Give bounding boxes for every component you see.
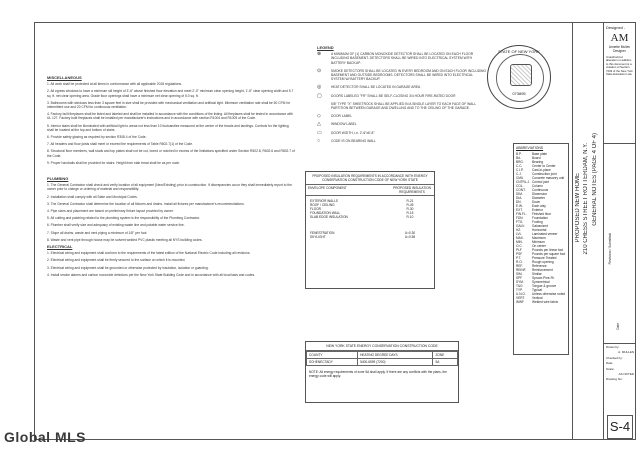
legend-text: CODE IS ON BEARING WALL bbox=[331, 138, 376, 143]
abbreviation-code: MAX. bbox=[516, 236, 524, 240]
abbreviation-meaning: Footing bbox=[532, 220, 543, 224]
legend-text: DOOR WIDTH, i.e. 2'-6"x6'-8" bbox=[331, 130, 375, 135]
insulation-value: R-10 bbox=[406, 215, 414, 219]
abbreviation-code: DN. bbox=[516, 200, 522, 204]
abbreviation-meaning: Base plate bbox=[532, 152, 548, 156]
abbreviation-meaning: Diameter bbox=[532, 196, 545, 200]
abbreviation-code: FTG. bbox=[516, 220, 524, 224]
insulation-title: PROPOSED INSULATION REQUIREMENTS IN ACCORDANCE WITH ENERGY CONSERVATION CONSTRUCTION CODE OF NEW YORK STATE bbox=[306, 172, 434, 185]
energy-hdd: 5400-6599 (7200) bbox=[358, 359, 433, 366]
misc-note: 2. All egress windows to have a minimum sill height of 3'-6" above finished floor elevation and meet 2'-0" minimum clear opening height, 1'-8" clear opening width and 5.7 sq. ft. net clear opening area. Grade floor openings shall have a minimum net clear opening of 5.0 sq. ft. bbox=[47, 89, 294, 98]
abbreviation-code: VERT. bbox=[516, 296, 525, 300]
abbreviation-code: SPF bbox=[516, 276, 523, 280]
insulation-value: U=0.30 bbox=[404, 231, 416, 235]
abbreviation-code: CONT. bbox=[516, 188, 526, 192]
legend-title: LEGEND bbox=[317, 45, 334, 50]
misc-notes bbox=[47, 82, 295, 165]
energy-h-county: COUNTY bbox=[307, 352, 358, 359]
abbreviation-meaning: On center bbox=[532, 244, 546, 248]
abbreviation-code: REINF. bbox=[516, 268, 527, 272]
legend-item bbox=[317, 102, 487, 110]
abbreviation-meaning: Control joint bbox=[532, 180, 550, 184]
abbreviation-code: WWF bbox=[516, 300, 524, 304]
abbreviation-code: EXT. bbox=[516, 208, 523, 212]
plumbing-note: 7. Slope all drains, waste and vent piping a minimum of 1/8" per foot. bbox=[47, 230, 148, 235]
abbreviation-code: PSF bbox=[516, 252, 523, 256]
insulation-col2: PROPOSED INSULATION REQUIREMENTS bbox=[393, 186, 431, 194]
misc-title: MISCELLANEOUS bbox=[47, 75, 82, 80]
insulation-col1: ENVELOPE COMPONENT bbox=[308, 186, 347, 190]
insulation-rows bbox=[306, 196, 434, 242]
tb-drawn-value: A. MULLEN bbox=[618, 350, 634, 355]
abbreviation-meaning: Laminated veneer bbox=[532, 232, 558, 236]
legend-symbol-icon: △ bbox=[317, 121, 321, 128]
project-sheet-title: GENERAL NOTES (PAGE 4 OF 4) bbox=[592, 133, 598, 226]
energy-zone: 5A bbox=[433, 359, 458, 366]
abbreviation-code: Bd. bbox=[516, 156, 521, 160]
abbreviation-meaning: Bearing bbox=[532, 160, 543, 164]
abbreviation-code: U.N.O. bbox=[516, 292, 526, 296]
insulation-component: FOUNDATION WALL bbox=[310, 211, 341, 215]
abbreviation-meaning: Exterior bbox=[532, 208, 543, 212]
misc-note: 8. Structural floor members, wall studs and top plates shall not be cut, bored or notched in excess of the limitations specified under Section R502.8, R602.6 and R802.7 of the Code. bbox=[47, 149, 295, 158]
abbreviation-code: T&G bbox=[516, 284, 523, 288]
tb-checked-label: Checked by: bbox=[606, 355, 623, 360]
legend-symbol-icon: ◎ bbox=[317, 84, 322, 91]
abbreviation-meaning: Similar bbox=[532, 272, 542, 276]
plumbing-notes bbox=[47, 183, 295, 242]
misc-note: 1. All work shall be protected at all times in conformance with all applicable 2018 regulations. bbox=[47, 82, 183, 87]
abbreviation-code: C.I.P. bbox=[516, 168, 524, 172]
abbreviation-meaning: Vertical bbox=[532, 296, 543, 300]
abbreviation-meaning: Spruce-Pine-Fir bbox=[532, 276, 555, 280]
abbreviations bbox=[513, 143, 569, 355]
abbreviation-code: DIA. bbox=[516, 196, 523, 200]
plumbing-note: 6. Plumber shall verify size and adequacy of existing waste line and potable water service line. bbox=[47, 223, 185, 228]
insulation-component: ROOF / CEILING bbox=[310, 203, 335, 207]
misc-note: 9. Proper handrails shall be provided for stairs. Height from stair tread shall be as per code. bbox=[47, 160, 181, 165]
abbreviation-code: PLF bbox=[516, 248, 522, 252]
electrical-title: ELECTRICAL bbox=[47, 244, 73, 250]
abbreviation-meaning: Welded wire fabric bbox=[532, 300, 559, 304]
abbreviation-code: E.W. bbox=[516, 204, 523, 208]
legend-item bbox=[317, 131, 487, 135]
misc-note: 4. Factory built fireplaces shall be listed and labeled and shall be installed in accordance with the conditions of the listing. All fireplaces shall be tested in accordance with UL 127. Factory built fireplaces shall be installed per manufacturer's instructions and in accordance with section R1004 and R1005 of the Code. bbox=[47, 112, 293, 121]
energy-h-hdd: HEATING DEGREE DAYS bbox=[358, 352, 433, 359]
abbreviation-meaning: Rough opening bbox=[532, 260, 554, 264]
plumbing-title: PLUMBING bbox=[47, 176, 69, 182]
abbreviation-meaning: Reinforcement bbox=[532, 268, 553, 272]
tb-drawn-label: Drawn by: bbox=[606, 345, 620, 349]
insulation-value: R-30 bbox=[406, 207, 414, 211]
abbreviation-meaning: Concrete masonry unit bbox=[532, 176, 565, 180]
electrical-note: 4. Install smoke alarms and carbon monoxide detectors per the New York State Building Code and in accordance with all local laws and codes. bbox=[47, 272, 256, 277]
tb-date-label: Date: bbox=[606, 361, 614, 366]
legend-text: HEAT DETECTOR SHALL BE LOCATED IN GARAGE AREA bbox=[331, 85, 421, 90]
designer-logo: AM bbox=[610, 32, 629, 44]
abbreviation-code: P.T. bbox=[516, 256, 522, 260]
insulation-component: FLOOR bbox=[310, 207, 321, 211]
legend-item bbox=[317, 122, 487, 126]
energy-title: NEW YORK STATE ENERGY CONSERVATION CONSTRUCTION CODE bbox=[306, 342, 458, 351]
seal-emblem bbox=[510, 64, 532, 86]
abbreviation-code: TYP. bbox=[516, 288, 523, 292]
energy-h-zone: ZONE bbox=[433, 352, 458, 359]
misc-note: 7. All headers and floor joists shall meet or exceed the requirements of Table R602.7(1) of the Code. bbox=[47, 142, 194, 147]
abbreviation-code: COL. bbox=[516, 184, 524, 188]
notes-column bbox=[47, 73, 295, 280]
tb-revisions: Revisions / Submittals bbox=[608, 233, 612, 265]
misc-note: 6. Provide safety glazing as required by section R308.4 of the Code. bbox=[47, 135, 147, 140]
designer-note: Unauthorized alteration or addition to this document is a violation of Section 7209 of the New York State Education Law. bbox=[606, 55, 633, 77]
legend-item bbox=[317, 52, 487, 65]
designer-strip bbox=[604, 22, 636, 440]
abbreviation-code: B.P. bbox=[516, 152, 522, 156]
plumbing-note: 3. The General Contractor shall determine the location of all fixtures and drains. Install all fixtures per manufacturer's recommendations. bbox=[47, 201, 245, 206]
abbreviation-code: C.J. bbox=[516, 172, 522, 176]
legend-symbol-icon: ○ bbox=[317, 137, 321, 144]
abbreviation-meaning: Foundation bbox=[532, 216, 548, 220]
insulation-value: R-49 bbox=[406, 203, 414, 207]
legend-symbol-icon: ▢ bbox=[317, 92, 322, 99]
energy-county: SCHENECTADY bbox=[307, 359, 358, 366]
seal-number: 073895 bbox=[512, 91, 526, 96]
designer-label: Designed - bbox=[606, 25, 626, 30]
abbreviation-meaning: Cast-in-place bbox=[532, 168, 551, 172]
plumbing-note: 8. Waste and vent pipe through house may be solvent welded PVC plastic meeting all NYS building codes. bbox=[47, 237, 203, 242]
abbreviation-code: O.C. bbox=[516, 244, 523, 248]
tb-scale-label: Scale: bbox=[606, 366, 615, 371]
abbreviation-code: BRG. bbox=[516, 160, 524, 164]
misc-note: 3. Bathrooms with windows less than 3 square feet in size shall be provided with mechanical ventilation and artificial light. Minimum ventilation rate shall be 50 CFM for intermittent use and 20 CFM for continuous ventilation. bbox=[47, 100, 291, 110]
abbreviation-code: CNTRL.J. bbox=[516, 180, 530, 184]
electrical-note: 1. Electrical wiring and equipment shall conform to the requirements of the latest edition of the National Electric Code including all revisions. bbox=[47, 251, 251, 256]
tb-scale-value: AS NOTED bbox=[618, 372, 634, 377]
legend-symbol-icon: ⊗ bbox=[317, 51, 322, 58]
legend-symbol-icon: ◇ bbox=[317, 113, 321, 120]
abbreviation-meaning: Board bbox=[532, 156, 541, 160]
abbreviation-meaning: Minimum bbox=[532, 240, 545, 244]
abbreviation-code: HZ. bbox=[516, 228, 522, 232]
sheet-number: S-4 bbox=[607, 415, 633, 439]
abbreviation-code: SYM. bbox=[516, 280, 524, 284]
plumbing-note: 5. All cutting and patching related to the plumbing system is the responsibility of the Plumbing Contractor. bbox=[47, 216, 201, 221]
legend bbox=[317, 43, 487, 147]
abbreviation-meaning: Horizontal bbox=[532, 228, 547, 232]
abbr-title: ABBREVIATIONS bbox=[516, 146, 544, 150]
project-title: PROPOSED NEW HOME bbox=[575, 173, 581, 243]
watermark: Global MLS bbox=[4, 429, 86, 445]
abbreviation-code: GALV. bbox=[516, 224, 525, 228]
legend-item bbox=[317, 85, 487, 89]
insulation-row bbox=[310, 215, 430, 219]
insulation-table bbox=[305, 171, 435, 289]
insulation-component: SLAB EDGE INSULATION bbox=[310, 215, 348, 219]
abbreviation-meaning: Dimension bbox=[532, 192, 548, 196]
legend-text: A MINIMUM OF (1) CARBON MONOXIDE DETECTOR SHALL BE LOCATED ON EACH FLOOR INCLUDING BASEMENT. DETECTORS SHALL BE WIRED INTO ELECTRICAL SYSTEM WITH BATTERY BACKUP. bbox=[331, 52, 474, 65]
legend-item bbox=[317, 114, 487, 118]
legend-text: SMOKE DETECTORS SHALL BE LOCATED IN EVERY BEDROOM AND ON EACH FLOOR INCLUDING BASEMENT AND OUTSIDE BEDROOMS. DETECTORS SHALL BE WIRED INTO ELECTRICAL SYSTEM W/ BATTERY BACKUP. bbox=[331, 68, 486, 82]
abbreviation-code: CMU bbox=[516, 176, 524, 180]
abbreviation-meaning: Column bbox=[532, 184, 543, 188]
designer-name: Annette Mullen Designer bbox=[608, 45, 631, 53]
abbreviation-code: R.O. bbox=[516, 260, 523, 264]
project-title-col bbox=[573, 23, 604, 439]
abbreviation-meaning: Typical bbox=[532, 288, 542, 292]
plumbing-note: 2. Installation shall comply with all State and Municipal Codes. bbox=[47, 194, 138, 199]
abbreviation-meaning: Pressure Treated bbox=[532, 256, 557, 260]
legend-items bbox=[317, 52, 487, 143]
abbreviation-code: SIM. bbox=[516, 272, 523, 276]
engineer-seal bbox=[487, 45, 551, 109]
abbreviation-code: REF. bbox=[516, 264, 523, 268]
abbreviation-meaning: Construction joint bbox=[532, 172, 557, 176]
tb-drawing-label: Drawing No: bbox=[606, 377, 623, 382]
energy-table bbox=[305, 341, 459, 403]
abbreviation-meaning: Each way bbox=[532, 204, 546, 208]
abbreviation-code: FIN.FL. bbox=[516, 212, 527, 216]
abbreviation-meaning: Center to Center bbox=[532, 164, 556, 168]
abbreviation-code: C.C. bbox=[516, 164, 523, 168]
electrical-notes bbox=[47, 251, 295, 277]
legend-text: WINDOW LABEL bbox=[331, 122, 357, 127]
abbreviation-meaning: Tongue & groove bbox=[532, 284, 557, 288]
insulation-component: FENESTRATION bbox=[310, 231, 335, 235]
insulation-value: U=0.55 bbox=[404, 235, 416, 239]
seal-text: STATE OF NEW YORK bbox=[498, 49, 540, 54]
abbreviation-meaning: Continuous bbox=[532, 188, 549, 192]
abbreviation-code: DIM. bbox=[516, 192, 523, 196]
insulation-value: R-21 bbox=[406, 199, 414, 203]
insulation-component: SKYLIGHT bbox=[310, 235, 326, 239]
misc-note: 5. Interior stairs shall be illuminated with artificial light to areas not less than 10 footcandles measured at the center of the treads and landings. Controls for the lighting shall be located at the top and bottom of stairs. bbox=[47, 123, 289, 132]
abbreviation-code: LVL bbox=[516, 232, 522, 236]
drawing-sheet bbox=[34, 22, 604, 440]
plumbing-note: 4. Pipe sizes and placement are based on preliminary fixture layout provided by owner. bbox=[47, 209, 174, 214]
legend-item bbox=[317, 69, 487, 82]
legend-symbol-icon: ▭ bbox=[317, 129, 322, 136]
insulation-component: EXTERIOR WALLS bbox=[310, 199, 338, 203]
legend-text: DOORS LABELED "FR" SHALL BE SELF-CLOSING 3/4 HOUR FIRE-RATED DOOR bbox=[331, 93, 456, 98]
abbreviation-code: FDN. bbox=[516, 216, 524, 220]
abbreviation-row bbox=[516, 300, 566, 304]
abbreviation-code: MIN. bbox=[516, 240, 523, 244]
abbreviation-meaning: Down bbox=[532, 200, 541, 204]
energy-note: NOTE: All energy requirements of zone 5A shall apply. If there are any conflicts with the plans, the energy code will apply. bbox=[309, 370, 447, 378]
legend-text: 5/8" TYPE "X" SHEETROCK SHALL BE APPLIED IN A SINGLE LAYER TO EACH FACE OF WALL PARTITION BETWEEN GARAGE AND DWELLING AND TO THE CEILING OF THE GARAGE. bbox=[331, 101, 476, 111]
abbreviation-meaning: Pounds per square foot bbox=[532, 252, 566, 256]
abbreviation-meaning: Reference bbox=[532, 264, 547, 268]
abbreviation-meaning: Maximum bbox=[532, 236, 546, 240]
abbreviation-meaning: Pounds per linear foot bbox=[532, 248, 564, 252]
abbreviation-meaning: Galvanized bbox=[532, 224, 548, 228]
abbreviation-meaning: Unless otherwise noted bbox=[532, 292, 566, 296]
legend-item bbox=[317, 139, 487, 143]
abbreviation-meaning: Finished floor bbox=[532, 212, 552, 216]
legend-symbol-icon: ⊙ bbox=[317, 67, 322, 74]
project-address: 210 CHESS STREET ROTTERDAM, N.Y. bbox=[583, 143, 589, 255]
plumbing-note: 1. The General Contractor shall check and verify location of all equipment (New/Existing) prior to construction. If discrepancies occur they shall immediately report to the owner prior to change or ordering of material and responsibility. bbox=[47, 183, 292, 192]
abbreviation-meaning: Symmetrical bbox=[532, 280, 550, 284]
abbr-items bbox=[516, 152, 566, 304]
legend-item bbox=[317, 94, 487, 98]
electrical-note: 2. Electrical wiring and equipment shall be firmly secured to the surface on which it is mounted. bbox=[47, 258, 186, 263]
legend-text: DOOR LABEL bbox=[331, 114, 353, 119]
electrical-note: 3. Electrical wiring and equipment shall be grounded or otherwise protected by insulation, isolation or guarding. bbox=[47, 265, 209, 270]
insulation-row bbox=[310, 235, 430, 239]
tb-date: Date bbox=[616, 323, 620, 330]
insulation-value: R-15 bbox=[406, 211, 414, 215]
